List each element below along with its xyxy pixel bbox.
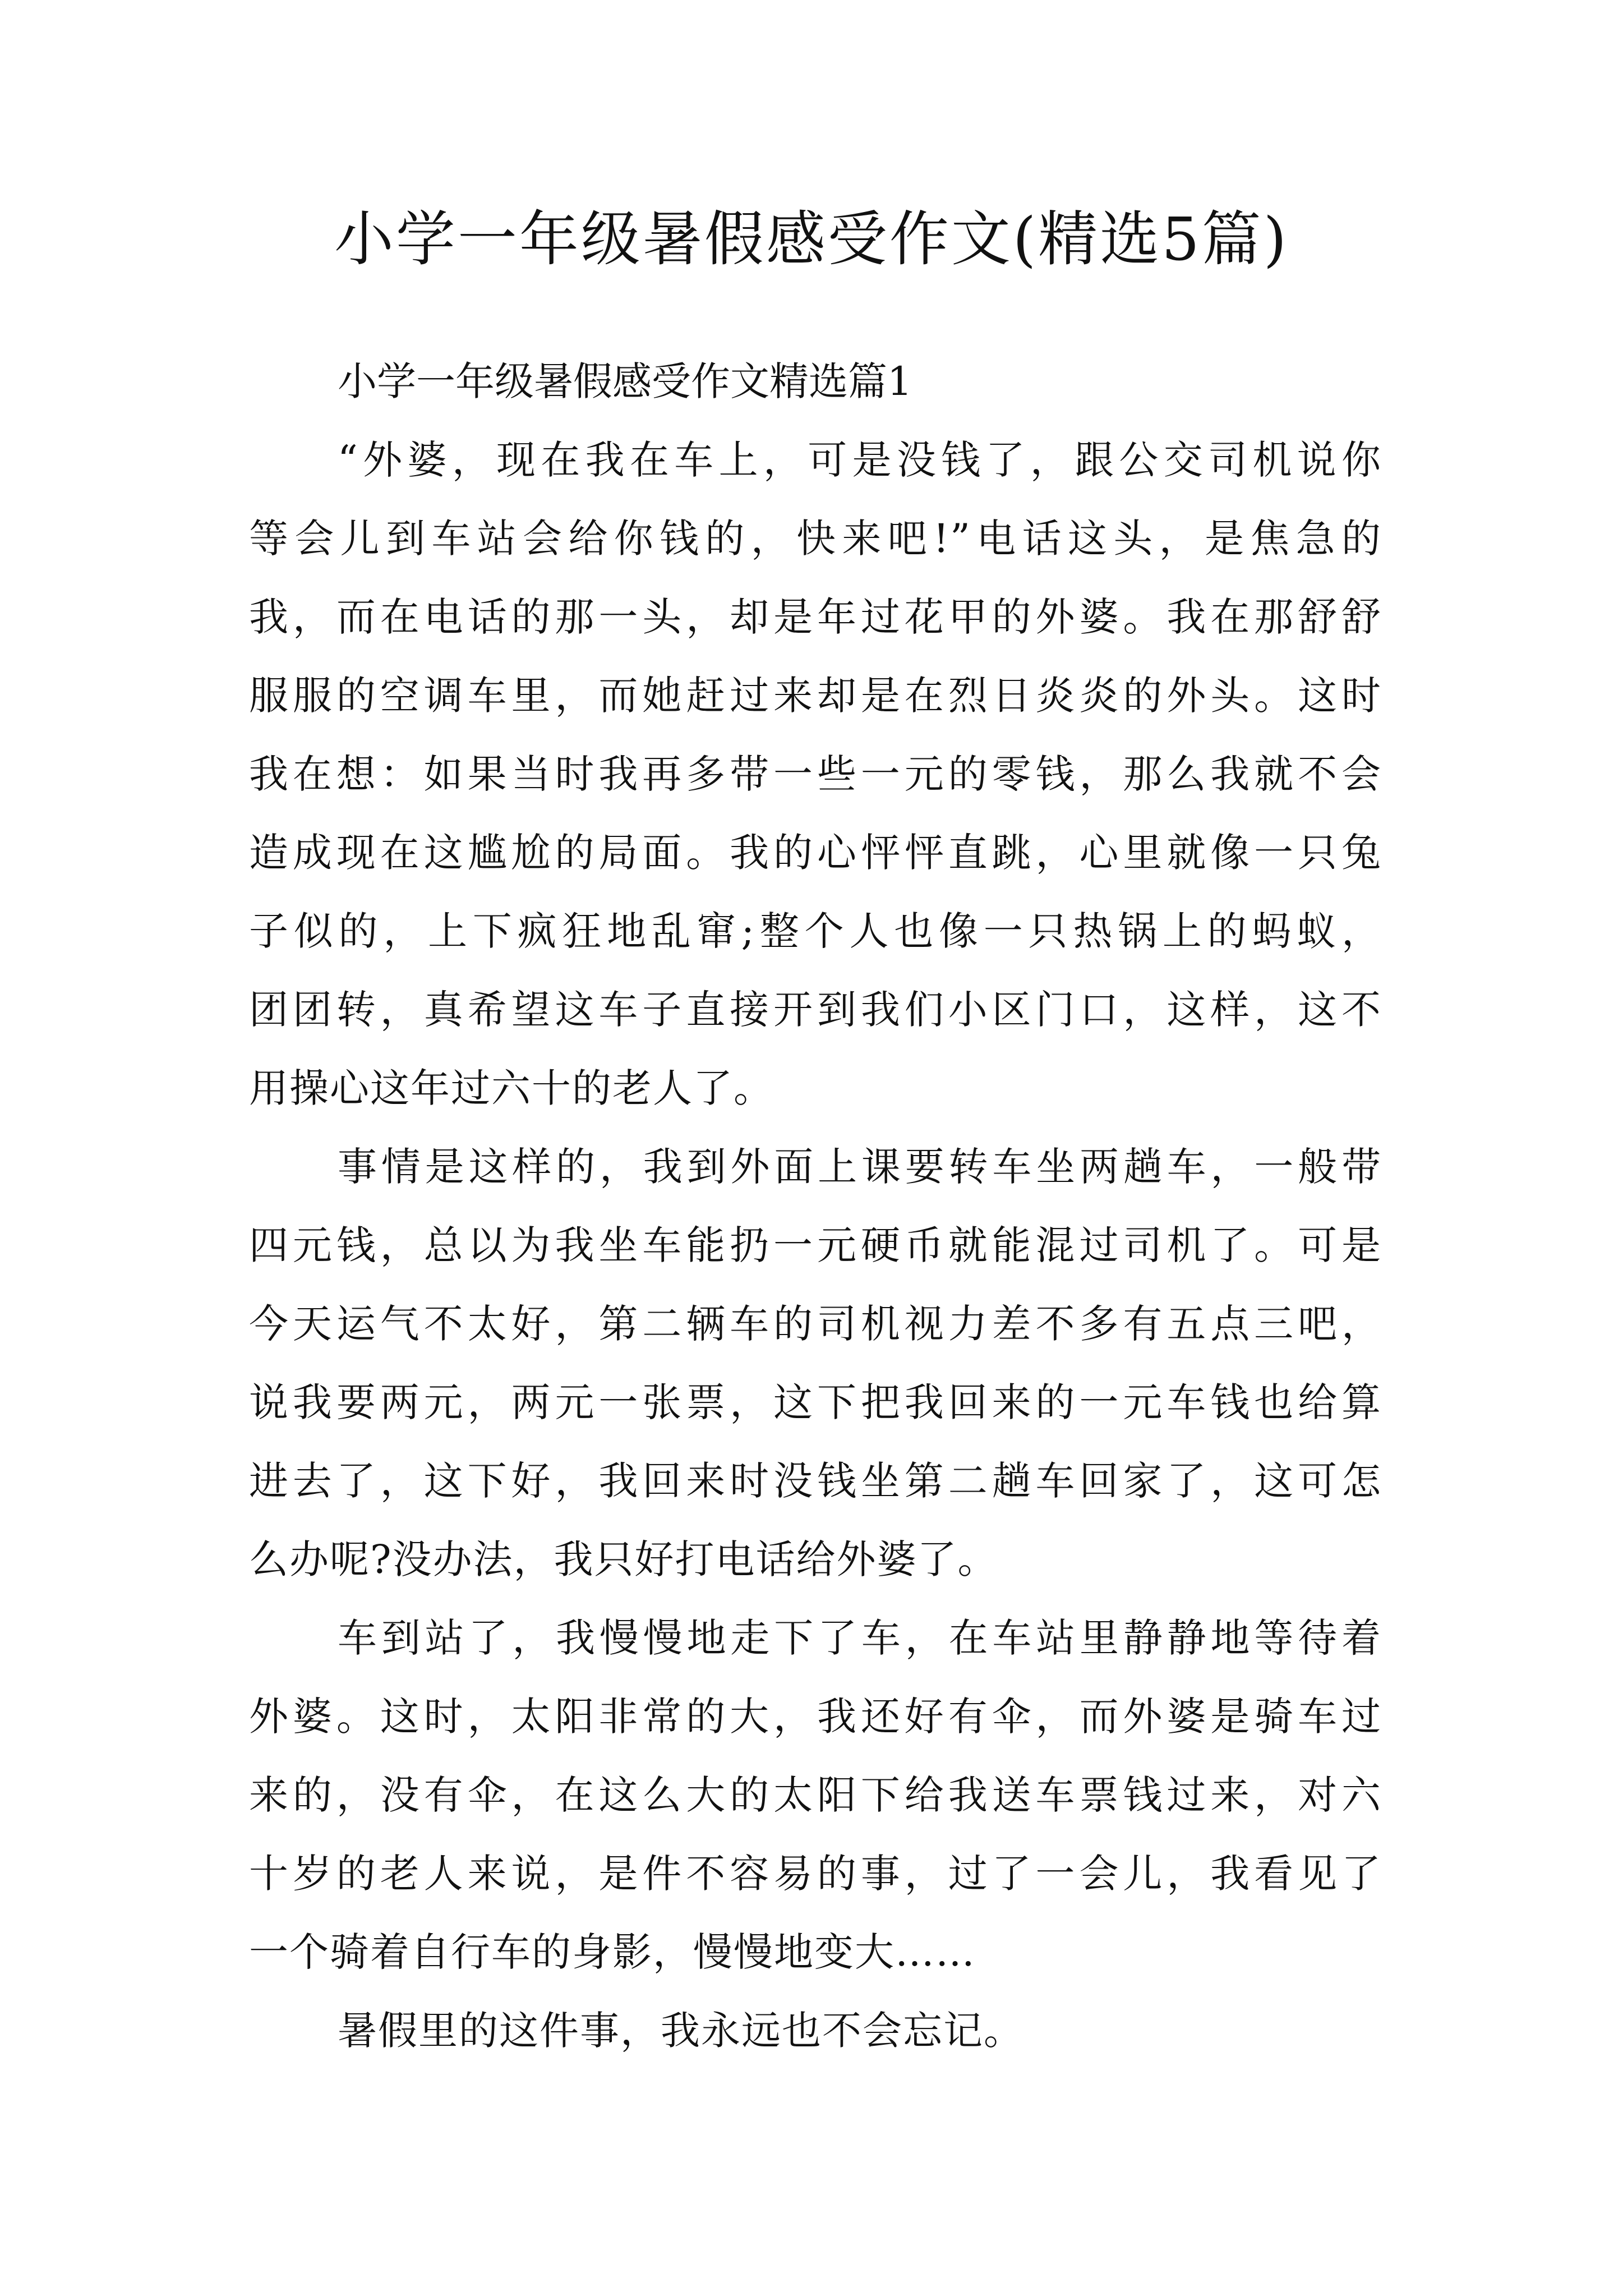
paragraph-line: “外婆，现在我在车上，可是没钱了，跟公交司机说你: [338, 437, 1382, 483]
paragraph-line: 来的，没有伞，在这么大的太阳下给我送车票钱过来，对六: [249, 1772, 1382, 1818]
paragraph-3: [249, 1599, 1382, 1991]
paragraph-line: 今天运气不太好，第二辆车的司机视力差不多有五点三吧，: [249, 1301, 1382, 1347]
paragraph-line: 服服的空调车里，而她赶过来却是在烈日炎炎的外头。这时: [249, 673, 1382, 719]
paragraph-line: 一个骑着自行车的身影，慢慢地变大……: [249, 1929, 976, 1975]
paragraph-line: 十岁的老人来说，是件不容易的事，过了一会儿，我看见了: [249, 1851, 1382, 1897]
paragraph-line: 事情是这样的，我到外面上课要转车坐两趟车，一般带: [338, 1144, 1382, 1190]
paragraph-4: [249, 1991, 1382, 2070]
paragraph-1: [249, 421, 1382, 1128]
document-title: 小学一年级暑假感受作文(精选5篇): [334, 205, 1289, 274]
paragraph-line: 我在想：如果当时我再多带一些一元的零钱，那么我就不会: [249, 751, 1382, 797]
paragraph-line: 车到站了，我慢慢地走下了车，在车站里静静地等待着: [338, 1615, 1382, 1661]
document-body: [249, 342, 1382, 2070]
paragraph-line: 外婆。这时，太阳非常的大，我还好有伞，而外婆是骑车过: [249, 1694, 1382, 1740]
paragraph-line: 子似的，上下疯狂地乱窜;整个人也像一只热锅上的蚂蚁，: [249, 908, 1382, 954]
paragraph-line: 么办呢?没办法，我只好打电话给外婆了。: [249, 1536, 998, 1582]
section-heading: 小学一年级暑假感受作文精选篇1: [338, 358, 912, 404]
paragraph-line: 造成现在这尴尬的局面。我的心怦怦直跳，心里就像一只兔: [249, 830, 1382, 876]
paragraph-line: 说我要两元，两元一张票，这下把我回来的一元车钱也给算: [249, 1379, 1382, 1425]
paragraph-line: 进去了，这下好，我回来时没钱坐第二趟车回家了，这可怎: [249, 1458, 1382, 1504]
paragraph-line: 我，而在电话的那一头，却是年过花甲的外婆。我在那舒舒: [249, 594, 1382, 640]
paragraph-line: 等会儿到车站会给你钱的，快来吧!”电话这头，是焦急的: [249, 516, 1382, 562]
paragraph-line: 暑假里的这件事，我永远也不会忘记。: [338, 2008, 1024, 2054]
paragraph-2: [249, 1128, 1382, 1599]
paragraph-line: 四元钱，总以为我坐车能扔一元硬币就能混过司机了。可是: [249, 1222, 1382, 1268]
paragraph-line: 团团转，真希望这车子直接开到我们小区门口，这样，这不: [249, 987, 1382, 1033]
paragraph-line: 用操心这年过六十的老人了。: [249, 1065, 774, 1111]
